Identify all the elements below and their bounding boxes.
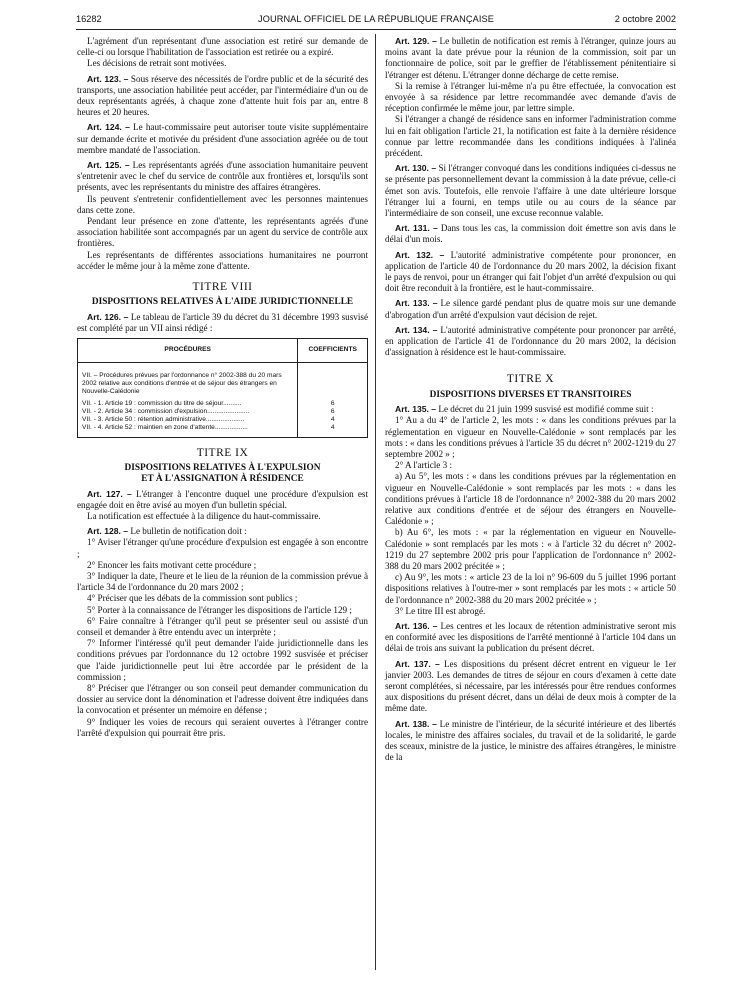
table-header: PROCÉDURES [78, 339, 298, 363]
article-text: Si l'étranger convoqué dans les conditions indiquées ci-dessus ne se présente pas personnellement devant la commission à la date prévue, celle-ci émet son avis. Toutefois, elle renvoie l'affaire à une date ultérieure lorsque l'étranger lui a fourni, en temps utile ou au cours de la séance par l'intermédiaire de son conseil, une excuse reconnue valable. [385, 163, 676, 219]
article-126 [77, 312, 368, 334]
article-134 [385, 325, 676, 359]
right-column [385, 36, 676, 763]
table-cell [298, 363, 368, 400]
subtitle-line: DISPOSITIONS RELATIVES À L'EXPULSION [124, 462, 321, 473]
article-130 [385, 163, 676, 219]
article-label: Art. 137. – [395, 658, 440, 669]
table-cell: VII. - 4. Article 52 : maintien en zone d'attente.................. [78, 424, 298, 437]
section-title: TITRE IX [196, 446, 249, 459]
article-label: Art. 133. – [395, 298, 438, 309]
table-row [78, 424, 368, 437]
article-127 [77, 489, 368, 511]
list-item: 8° Préciser que l'étranger ou son conseil peut demander communication du dossier au service dont la dénomination et l'adresse doivent être indiquées dans la convocation et présenter un mémoire en défense ; [77, 682, 368, 716]
article-text: L'étranger à l'encontre duquel une procédure d'expulsion est engagée doit en être avisé au moyen d'un bulletin spécial. [77, 488, 368, 510]
article-label: Art. 134. – [395, 324, 438, 335]
list-item: 3° Indiquer la date, l'heure et le lieu de la réunion de la commission prévue à l'article 34 de l'ordonnance du 20 mars 2002 ; [77, 570, 368, 593]
list-item: 4° Préciser que les débats de la commission sont publics ; [87, 593, 298, 604]
list-item: 7° Informer l'intéressé qu'il peut demander l'aide juridictionnelle dans les conditions prévues par l'ordonnance du 12 octobre 1992 susvisée et préciser que l'aide juridictionnelle peut lui être accordée par le président de la commission ; [77, 638, 368, 682]
journal-title: JOURNAL OFFICIEL DE LA RÉPUBLIQUE FRANÇAISE [258, 14, 494, 24]
column-divider [375, 34, 376, 970]
article-text: Le bulletin de notification doit : [128, 526, 247, 537]
article-label: Art. 128. – [87, 526, 129, 537]
paragraph: La notification est effectuée à la diligence du haut-commissaire. [87, 510, 321, 521]
section-subtitle [77, 463, 368, 486]
article-text: L'autorité administrative compétente pour prononcer, en application de l'article 40 de l'ordonnance du 20 mars 2002, la décision fixant le pays de renvoi, pour un étranger qui fait l'objet d'un arrêté d'expulsion ou qui doit être reconduit à la frontière, est le haut-commissaire. [385, 249, 676, 294]
table-row [78, 416, 368, 424]
article-124 [77, 122, 368, 156]
header-rule [76, 29, 676, 30]
list-item: b) Au 6°, les mots : « par la réglementation en vigueur en Nouvelle-Calédonie » sont remplacés par les mots : « à l'article 32 du décret n° 2002-1219 du 27 septembre 2002 pris pour l'application de l'ordonnance n° 2002-388 du 20 mars 2002 précitée » ; [385, 527, 676, 571]
issue-date: 2 octobre 2002 [614, 14, 676, 24]
article-label: Art. 135. – [395, 404, 437, 415]
section-title: TITRE X [506, 373, 555, 386]
paragraph: Les décisions de retrait sont motivées. [87, 58, 227, 69]
article-129 [385, 36, 676, 81]
list-item: 5° Porter à la connaissance de l'étranger les dispositions de l'article 129 ; [87, 604, 352, 615]
article-138 [385, 719, 676, 764]
subtitle-line: ET À L'ASSIGNATION À RÉSIDENCE [141, 474, 304, 485]
section-subtitle: DISPOSITIONS DIVERSES ET TRANSITOIRES [429, 389, 632, 400]
article-text: Le silence gardé pendant plus de quatre mois sur une demande d'abrogation d'un arrêté d'expulsion vaut décision de rejet. [385, 298, 676, 320]
paragraph: Les représentants de différentes associations humanitaires ne pourront accéder le même jour à la même zone d'attente. [77, 249, 368, 271]
article-text: Le tableau de l'article 39 du décret du 31 décembre 1993 susvisé est complété par un VII ainsi rédigé : [77, 311, 368, 333]
article-label: Art. 132. – [395, 249, 445, 260]
article-text: Les dispositions du présent décret entrent en vigueur le 1er janvier 2003. Les demandes de titres de séjour en cours d'examen à cette date seront complétées, si nécessaire, par les intéressés pour être rendues conformes aux dispositions du présent décret, dans un délai de deux mois à compter de la même date. [385, 658, 676, 714]
article-text: Sous réserve des nécessités de l'ordre public et de la sécurité des transports, une association habilitée peut accéder, par l'intermédiaire d'un ou de deux représentants agréés, à chaque zone d'attente huit fois par an, entre 8 heures et 20 heures. [77, 73, 368, 118]
list-item: 6° Faire connaître à l'étranger qu'il peut se présenter seul ou assisté d'un conseil et demander à être entendu avec un interprète ; [77, 615, 368, 637]
list-item: 3° Le titre III est abrogé. [395, 605, 486, 616]
article-125 [77, 160, 368, 194]
article-135 [385, 404, 676, 415]
list-item: a) Au 5°, les mots : « dans les conditions prévues par la réglementation en vigueur en Nouvelle-Calédonie » sont remplacés par les mots : « dans les conditions prévues à l'article 18 de l'ordonnance n° 2002-388 du 20 mars 2002 relative aux conditions d'entrée et de séjour des étrangers en Nouvelle-Calédonie » ; [385, 471, 676, 527]
table-row [78, 400, 368, 408]
list-item: 1° Au a du 4° de l'article 2, les mots : « dans les conditions prévues par la réglementation en vigueur en Nouvelle-Calédonie » sont remplacés par les mots : « dans les conditions prévues à l'article 35 du décret n° 2002-1219 du 27 septembre 2002 » ; [385, 415, 676, 459]
table-cell: 4 [298, 416, 368, 424]
article-131 [385, 223, 676, 245]
article-label: Art. 131. – [395, 223, 438, 234]
article-text: Le décret du 21 juin 1999 susvisé est modifié comme suit : [436, 404, 654, 415]
paragraph: Si la remise à l'étranger lui-même n'a pu être effectuée, la convocation est envoyée à sa résidence par lettre recommandée avec demande d'avis de réception confirmée le même jour, par lettre simple. [385, 80, 676, 114]
list-item: 2° A l'article 3 : [395, 460, 452, 471]
article-label: Art. 136. – [395, 620, 438, 631]
article-label: Art. 130. – [395, 163, 437, 174]
article-label: Art. 123. – [87, 73, 129, 84]
paragraph: Si l'étranger a changé de résidence sans en informer l'administration comme lui en fait obligation l'article 21, la notification est faite à la dernière résidence connue par lettre recommandée dans les conditions indiquées à l'alinéa précédent. [385, 114, 676, 159]
article-label: Art. 126. – [87, 311, 129, 322]
article-text: Dans tous les cas, la commission doit émettre son avis dans le délai d'un mois. [385, 223, 676, 245]
article-label: Art. 127. – [87, 488, 132, 499]
table-cell: 6 [298, 400, 368, 408]
left-column [77, 36, 368, 739]
article-136 [385, 621, 676, 655]
list-item: 9° Indiquer les voies de recours qui seraient ouvertes à l'étranger contre l'arrêté d'expulsion qui pourrait être pris. [77, 716, 368, 738]
article-text: Les représentants agréés d'une association humanitaire peuvent s'entretenir avec le chef du service de contrôle aux frontières et, lorsqu'ils sont présents, avec les représentants du ministre des affaires étrangères. [77, 160, 368, 193]
table-cell: 6 [298, 408, 368, 416]
table-row [78, 363, 368, 400]
table-cell: VII. - 2. Article 34 : commission d'expulsion....................... [78, 408, 298, 416]
table-cell: 4 [298, 424, 368, 437]
table-row [78, 408, 368, 416]
article-133 [385, 298, 676, 320]
list-item: c) Au 9°, les mots : « article 23 de la loi n° 96-609 du 5 juillet 1996 portant dispositions relatives à l'outre-mer » sont remplacés par les mots : « article 50 de l'ordonnance n° 2002-388 du 20 mars 2002 précitée » ; [385, 572, 676, 605]
page-header [76, 14, 676, 28]
article-text: Les centres et les locaux de rétention administrative seront mis en conformité avec les dispositions de l'arrêté mentionné à l'article 104 dans un délai de trois ans suivant la publication du présent décret. [385, 620, 676, 654]
article-label: Art. 129. – [395, 36, 437, 46]
article-text: Le bulletin de notification est remis à l'étranger, quinze jours au moins avant la date prévue pour la réunion de la commission, soit par un fonctionnaire de police, soit par le greffier de l'établissement pénitentiaire si l'étranger est détenu. L'étranger donne décharge de cette remise. [385, 36, 676, 80]
article-text: Le haut-commissaire peut autoriser toute visite supplémentaire sur demande écrite et motivée du président d'une association agréée ou de tout membre mandaté de l'association. [77, 122, 368, 155]
article-128 [77, 526, 368, 537]
section-title: TITRE VIII [192, 281, 253, 294]
section-subtitle: DISPOSITIONS RELATIVES À L'AIDE JURIDICTIONNELLE [91, 297, 354, 308]
article-text: Le ministre de l'intérieur, de la sécurité intérieure et des libertés locales, le ministre des affaires sociales, du travail et de la solidarité, le garde des sceaux, ministre de la justice, le ministre des affaires étrangères, le ministre de la [385, 718, 676, 763]
article-label: Art. 138. – [395, 718, 437, 729]
list-item: 1° Aviser l'étranger qu'une procédure d'expulsion est engagée à son encontre ; [77, 537, 368, 559]
list-item: 2° Enoncer les faits motivant cette procédure ; [87, 559, 257, 570]
article-label: Art. 125. – [87, 160, 130, 171]
article-123 [77, 74, 368, 119]
table-header: COEFFICIENTS [298, 339, 368, 363]
article-137 [385, 659, 676, 715]
table-cell: VII. - 1. Article 19 : commission du titre de séjour.......... [78, 400, 298, 408]
paragraph: L'agrément d'un représentant d'une association est retiré sur demande de celle-ci ou lorsque l'habilitation de l'association est retirée ou a expiré. [77, 36, 368, 58]
article-132 [385, 250, 676, 295]
coefficients-table [77, 338, 368, 437]
table-cell: VII. - 3. Article 50 : rétention administrative..................... [78, 416, 298, 424]
article-label: Art. 124. – [87, 122, 130, 133]
paragraph: Pendant leur présence en zone d'attente, les représentants agréés d'une association habilitée sont accompagnés par un agent du service de contrôle aux frontières. [77, 216, 368, 249]
table-cell: VII. – Procédures prévues par l'ordonnance n° 2002-388 du 20 mars 2002 relative aux conditions d'entrée et de séjour des étrangers en Nouvelle-Calédonie [78, 363, 298, 400]
article-text: L'autorité administrative compétente pour prononcer par arrêté, en application de l'article 41 de l'ordonnance du 20 mars 2002, la décision d'assignation à résidence est le haut-commissaire. [385, 324, 676, 358]
paragraph: Ils peuvent s'entretenir confidentiellement avec les personnes maintenues dans cette zone. [77, 193, 368, 215]
page-number: 16282 [76, 14, 102, 24]
